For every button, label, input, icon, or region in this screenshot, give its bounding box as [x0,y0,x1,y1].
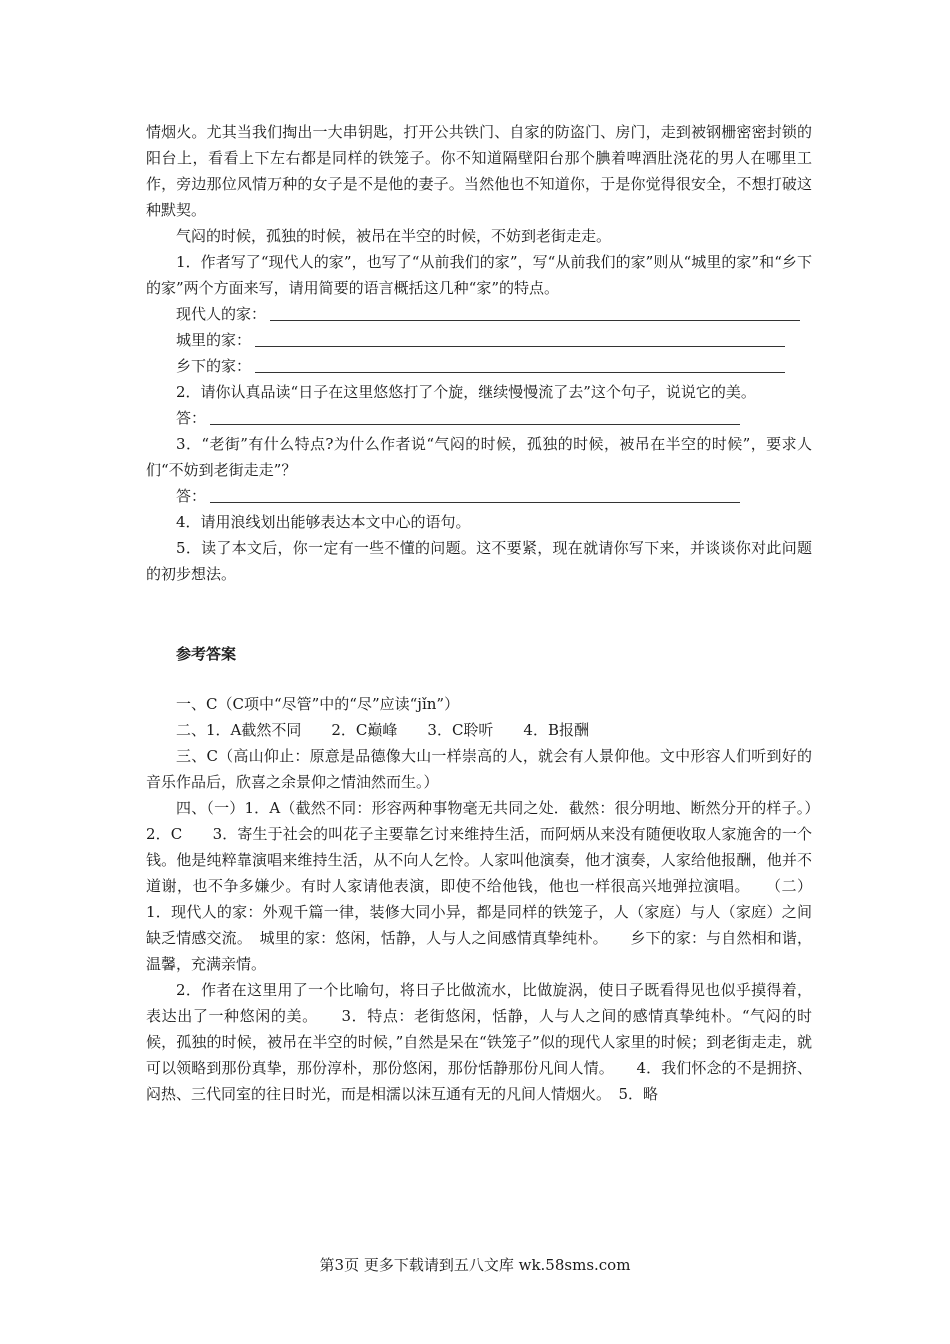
answer-section-4-continued: 2．作者在这里用了一个比喻句，将日子比做流水，比做旋涡，使日子既看得见也似乎摸得着，表达出了一种悠闲的美。 3．特点：老街悠闲，恬静，人与人之间的感情真挚纯朴。“气闷的时候，孤独的时候，被吊在半空的时候，”自然是呆在“铁笼子”似的现代人家里的时候；到老街走走，就可以领略到那份真挚，那份淳朴，那份悠闲，那份恬静那份凡间人情。 4．我们怀念的不是拥挤、闷热、三代同室的往日时光，而是相濡以沫互通有无的凡间人情烟火。 5．略 [146,981,812,1103]
passage-paragraph: 情烟火。尤其当我们掏出一大串钥匙，打开公共铁门、自家的防盗门、房门，走到被钢栅密密封锁的阳台上，看看上下左右都是同样的铁笼子。你不知道隔壁阳台那个腆着啤酒肚浇花的男人在哪里工作，旁边那位风情万种的女子是不是他的妻子。当然他也不知道你，于是你觉得很安全，不想打破这种默契。 [146,123,812,219]
answer-section-4: 四、（一）1．A（截然不同：形容两种事物毫无共同之处．截然：很分明地、断然分开的样子。） 2．C 3．寄生于社会的叫花子主要靠乞讨来维持生活，而阿炳从来没有随便收取人家施舍的一个钱。他是纯粹靠演唱来维持生活，从不向人乞怜。人家叫他演奏，他才演奏，人家给他报酬，他并不道谢，也不争多嫌少。有时人家请他表演，即使不给他钱，他也一样很高兴地弹拉演唱。 （二）1．现代人的家：外观千篇一律，装修大同小异，都是同样的铁笼子，人（家庭）与人（家庭）之间缺乏情感交流。 城里的家：悠闲，恬静，人与人之间感情真挚纯朴。 乡下的家：与自然相和谐，温馨，充满亲情。 [146,799,843,973]
question-4: 4．请用浪线划出能够表达本文中心的语句。 [176,513,471,531]
answer-line [270,306,800,321]
answer-field-modern-home[interactable] [146,301,812,327]
question-2: 2．请你认真品读“日子在这里悠悠打了个旋，继续慢慢流了去”这个句子，说说它的美。 [176,383,756,401]
passage-paragraph: 气闷的时候，孤独的时候，被吊在半空的时候，不妨到老街走走。 [176,227,612,245]
answer-line [255,358,785,373]
answer-label: 答： [176,487,207,505]
answer-line [210,488,740,503]
field-label: 现代人的家： [176,305,267,323]
answer-line [255,332,785,347]
answer-field-q2[interactable] [146,405,812,431]
answer-section-3: 三、C（高山仰止：原意是品德像大山一样崇高的人，就会有人景仰他。文中形容人们听到好的音乐作品后，欣喜之余景仰之情油然而生。） [146,747,812,791]
answer-field-country-home[interactable] [146,353,812,379]
answer-line [210,410,740,425]
answer-section-2: 二、1．A截然不同 2．C巅峰 3．C聆听 4．B报酬 [176,721,589,739]
answers-heading: 参考答案 [176,645,237,663]
question-5: 5．读了本文后，你一定有一些不懂的问题。这不要紧，现在就请你写下来，并谈谈你对此问题的初步想法。 [146,539,812,583]
question-1: 1．作者写了“现代人的家”，也写了“从前我们的家”，写“从前我们的家”则从“城里的家”和“乡下的家”两个方面来写，请用简要的语言概括这几种“家”的特点。 [146,253,812,297]
answer-section-1: 一、C（C项中“尽管”中的“尽”应读“jǐn”） [176,695,460,713]
question-3: 3．“老街”有什么特点?为什么作者说“气闷的时候，孤独的时候，被吊在半空的时候”，要求人们“不妨到老街走走”？ [146,435,812,479]
answer-field-city-home[interactable] [146,327,812,353]
page-content [146,119,843,1107]
answer-field-q3[interactable] [146,483,812,509]
field-label: 乡下的家： [176,357,252,375]
field-label: 城里的家： [176,331,252,349]
answer-label: 答： [176,409,207,427]
page-footer: 第3页 更多下载请到五八文库 wk.58sms.com [319,1256,631,1274]
